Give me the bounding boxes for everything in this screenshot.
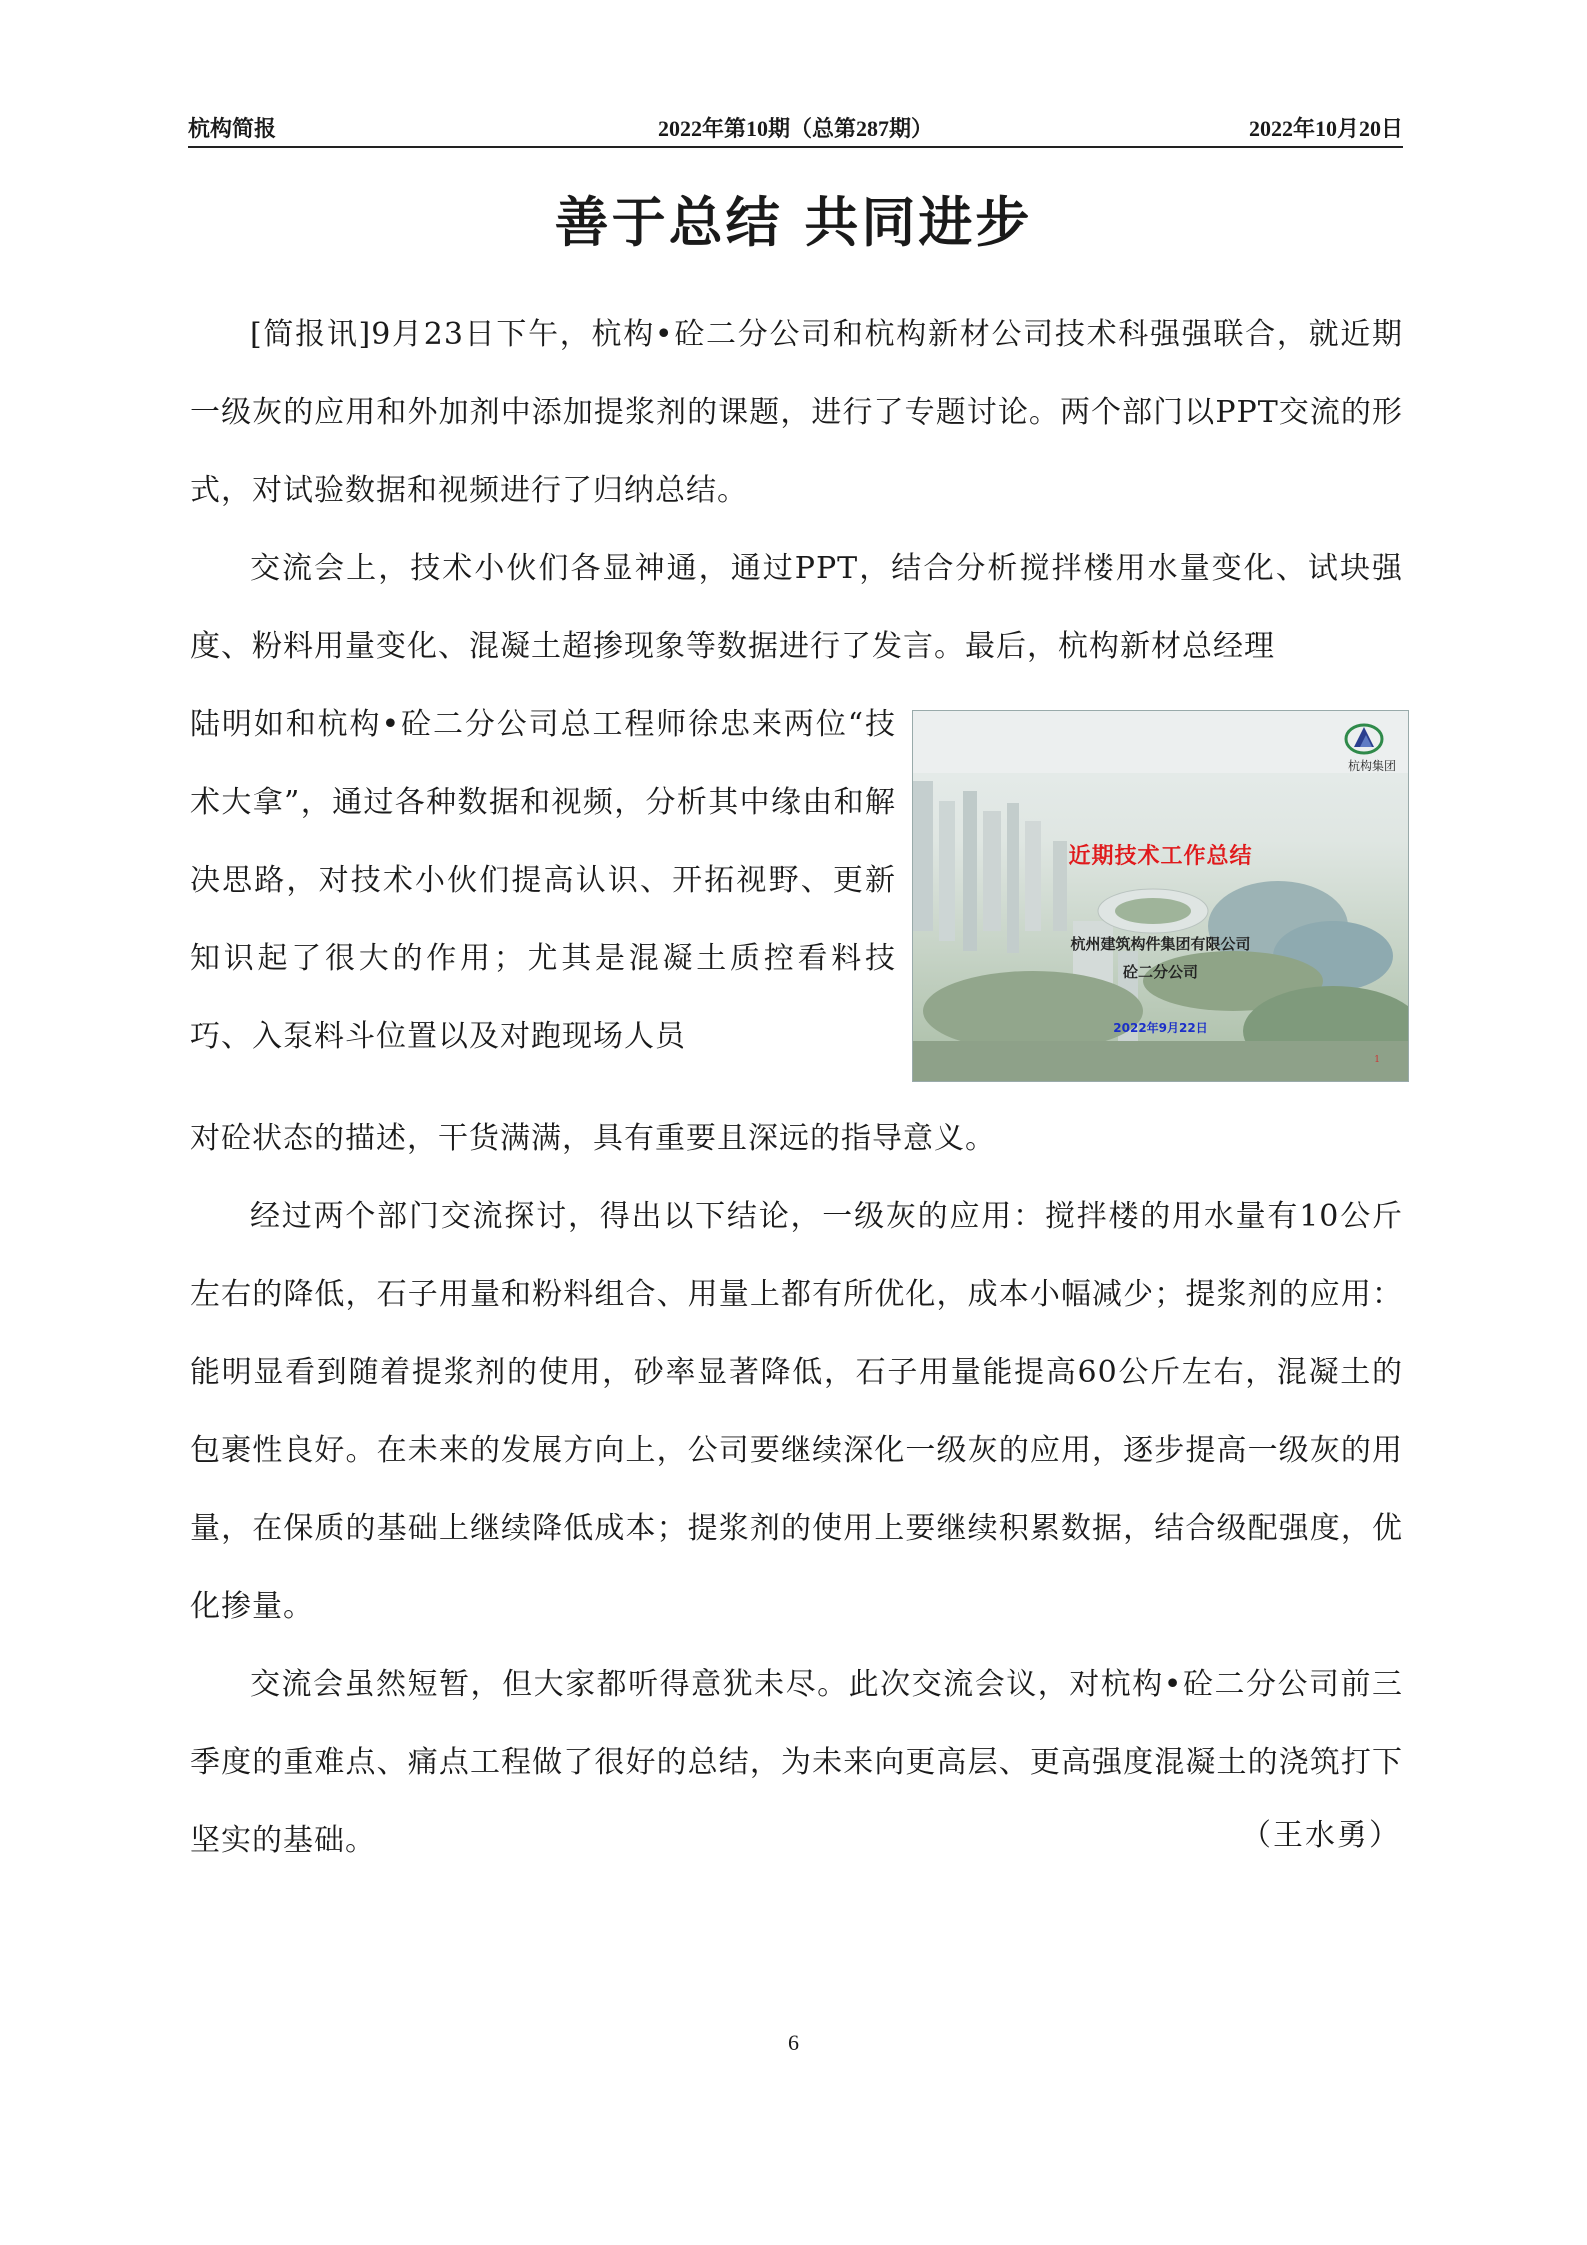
header-publication: 杭构简报 <box>188 116 277 141</box>
hanggou-logo-icon <box>1344 719 1384 755</box>
slide-branch: 砼二分公司 <box>1122 963 1198 981</box>
page-number: 6 <box>788 2030 799 2055</box>
header-issue: 2022年第10期（总第287期） <box>657 116 934 141</box>
ppt-slide-image <box>912 710 1409 1082</box>
paragraph-2-wrapped: 陆明如和杭构•砼二分公司总工程师徐忠来两位“技术大拿”，通过各种数据和视频，分析其中缘由和解决思路，对技术小伙们提高认识、开拓视野、更新知识起了很大的作用；尤其是混凝土质控看料技巧、入泵料斗位置以及对跑现场人员 <box>190 707 896 1054</box>
logo-label: 杭构集团 <box>1347 759 1396 773</box>
article-body-bottom <box>190 1100 1403 1880</box>
article-body-top <box>190 296 1403 686</box>
article-title: 善于总结 共同进步 <box>554 190 1033 254</box>
slide-date: 2022年9月22日 <box>1113 1021 1208 1035</box>
paragraph-3: 经过两个部门交流探讨，得出以下结论，一级灰的应用：搅拌楼的用水量有10公斤左右的降低，石子用量和粉料组合、用量上都有所优化，成本小幅减少；提浆剂的应用：能明显看到随着提浆剂的使用，砂率显著降低，石子用量能提高60公斤左右，混凝土的包裹性良好。在未来的发展方向上，公司要继续深化一级灰的应用，逐步提高一级灰的用量，在保质的基础上继续降低成本；提浆剂的使用上要继续积累数据，结合级配强度，优化掺量。 <box>190 1199 1403 1624</box>
slide-title: 近期技术工作总结 <box>1068 844 1253 869</box>
author: （王水勇） <box>1241 1818 1401 1853</box>
header-date: 2022年10月20日 <box>1248 116 1403 141</box>
page-header <box>188 112 1403 148</box>
paragraph-2-tail: 对砼状态的描述，干货满满，具有重要且深远的指导意义。 <box>190 1121 996 1156</box>
slide-page-number: 1 <box>1374 1055 1380 1065</box>
paragraph-1: [简报讯]9月23日下午，杭构•砼二分公司和杭构新材公司技术科强强联合，就近期一级灰的应用和外加剂中添加提浆剂的课题，进行了专题讨论。两个部门以PPT交流的形式，对试验数据和视频进行了归纳总结。 <box>190 317 1403 508</box>
header-rule <box>188 146 1403 148</box>
paragraph-2-lead: 交流会上，技术小伙们各显神通，通过PPT，结合分析搅拌楼用水量变化、试块强度、粉料用量变化、混凝土超掺现象等数据进行了发言。最后，杭构新材总经理 <box>190 551 1403 664</box>
slide-organization: 杭州建筑构件集团有限公司 <box>1070 935 1251 953</box>
paragraph-4: 交流会虽然短暂，但大家都听得意犹未尽。此次交流会议，对杭构•砼二分公司前三季度的重难点、痛点工程做了很好的总结，为未来向更高层、更高强度混凝土的浇筑打下坚实的基础。 <box>190 1667 1403 1858</box>
